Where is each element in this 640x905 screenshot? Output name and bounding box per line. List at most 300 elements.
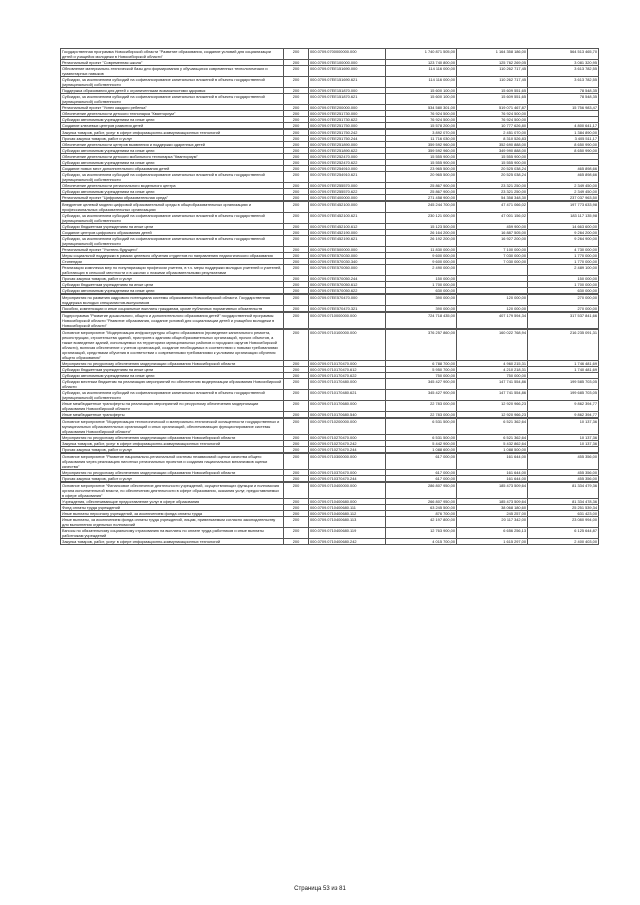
- table-row: [61, 418, 599, 435]
- table-row: [61, 183, 599, 189]
- table-row: [61, 105, 599, 111]
- row-code-cell: 200: [284, 453, 309, 470]
- row-executed-cell: 459 900,00: [457, 224, 528, 230]
- row-assigned-cell: 390 000,00: [386, 294, 457, 306]
- row-name-cell: Обновление материально-технической базы для формирования у обучающихся современных технологических и гуманитарных навыков: [61, 66, 284, 77]
- row-name-cell: Субсидии, за исключением субсидий на софинансирование капитальных вложений в объекты государственной (муниципальной) собственности: [61, 172, 284, 183]
- row-remaining-cell: 25 251 539,34: [528, 505, 599, 511]
- row-assigned-cell: 245 244 700,00: [386, 201, 457, 213]
- table-row: [61, 312, 599, 329]
- row-name-cell: Прочая закупка товаров, работ и услуг: [61, 447, 284, 454]
- row-remaining-cell: 3 613 782,55: [528, 66, 599, 77]
- row-executed-cell: 15 555 900,00: [457, 154, 528, 160]
- table-row: [61, 441, 599, 447]
- row-kbk-cell: 000.0709.07ЕЕ452190.621: [309, 236, 386, 247]
- row-remaining-cell: 78 548,35: [528, 88, 599, 94]
- row-assigned-cell: 5 442 900,00: [386, 441, 457, 447]
- row-name-cell: Создание новых мест дополнительного образования детей: [61, 166, 284, 172]
- row-name-cell: Мероприятия по развитию кадрового потенциала системы образования Новосибирской области. Государственная поддержка молодых специалистов-выпускников: [61, 294, 284, 306]
- row-remaining-cell: 3 081 320,95: [528, 60, 599, 66]
- row-assigned-cell: 1 088 600,00: [386, 447, 457, 454]
- row-assigned-cell: 15 555 900,00: [386, 160, 457, 166]
- table-row: [61, 361, 599, 367]
- row-code-cell: 200: [284, 66, 309, 77]
- budget-table-body: [61, 49, 599, 545]
- row-kbk-cell: 000.0709.07ЕЕ251750.242: [309, 129, 386, 136]
- row-executed-cell: 76 924 500,00: [457, 111, 528, 117]
- row-name-cell: Иные выплаты персоналу учреждений, за исключением фонда оплаты труда: [61, 511, 284, 517]
- row-assigned-cell: 1 740 871 505,00: [386, 49, 457, 60]
- row-assigned-cell: 345 427 900,00: [386, 390, 457, 401]
- row-remaining-cell: 197 773 633,98: [528, 201, 599, 213]
- row-kbk-cell: 000.0709.0710400680.111: [309, 505, 386, 511]
- row-kbk-cell: 000.0709.07ЕЕ251890.000: [309, 142, 386, 148]
- table-row: [61, 453, 599, 470]
- row-remaining-cell: 3 613 782,55: [528, 77, 599, 88]
- row-kbk-cell: 000.0709.0710400680.119: [309, 528, 386, 539]
- row-kbk-cell: 000.0709.07ЕЕ251730.622: [309, 117, 386, 123]
- row-name-cell: Прочая закупка товаров, работ и услуг: [61, 276, 284, 282]
- row-executed-cell: 16 927 200,00: [457, 236, 528, 247]
- row-assigned-cell: 6 531 500,00: [386, 435, 457, 441]
- row-code-cell: 200: [284, 60, 309, 66]
- row-remaining-cell: 1 770 000,00: [528, 259, 599, 265]
- row-executed-cell: 1 615 297,00: [457, 539, 528, 545]
- row-kbk-cell: 000.0709.07ЕЕ252470.622: [309, 160, 386, 166]
- row-assigned-cell: 286 807 950,00: [386, 482, 457, 499]
- row-executed-cell: 185 473 509,64: [457, 482, 528, 499]
- row-code-cell: 200: [284, 447, 309, 454]
- row-kbk-cell: 000.0709.0710270470.244: [309, 447, 386, 454]
- row-assigned-cell: 20 965 500,00: [386, 172, 457, 183]
- row-remaining-cell: 1 740 481,69: [528, 367, 599, 373]
- row-executed-cell: 120 000,00: [457, 294, 528, 306]
- row-assigned-cell: 2 490 000,00: [386, 265, 457, 276]
- row-name-cell: Закупка товаров, работ, услуг в сфере информационно-коммуникационных технологий: [61, 539, 284, 545]
- row-kbk-cell: 000.0709.07ЕЕ252470.000: [309, 154, 386, 160]
- table-row: [61, 230, 599, 236]
- row-executed-cell: 76 924 500,00: [457, 117, 528, 123]
- row-kbk-cell: 000.0709.0710400680.000: [309, 499, 386, 505]
- row-assigned-cell: 15 600 100,00: [386, 94, 457, 105]
- row-assigned-cell: 345 427 900,00: [386, 379, 457, 390]
- row-code-cell: 200: [284, 253, 309, 259]
- row-code-cell: 200: [284, 189, 309, 195]
- row-kbk-cell: 000.0709.07ЕЕ500000.000: [309, 247, 386, 253]
- row-kbk-cell: 000.0709.07ЕЕ151690.000: [309, 66, 386, 77]
- row-executed-cell: 185 473 509,64: [457, 499, 528, 505]
- row-kbk-cell: 000.0709.07ЕЕ100000.000: [309, 60, 386, 66]
- row-code-cell: 200: [284, 236, 309, 247]
- row-remaining-cell: 3 405 511,17: [528, 136, 599, 142]
- row-executed-cell: 4 210 218,31: [457, 367, 528, 373]
- row-name-cell: Стипендии: [61, 259, 284, 265]
- row-executed-cell: 110 262 717,45: [457, 66, 528, 77]
- row-remaining-cell: 8 650 990,00: [528, 148, 599, 154]
- row-kbk-cell: 000.0709.07ЕЕ200000.000: [309, 105, 386, 111]
- row-executed-cell: 12 920 966,23: [457, 401, 528, 412]
- row-name-cell: Региональный проект "Успех каждого ребенка": [61, 105, 284, 111]
- table-row: [61, 49, 599, 60]
- row-executed-cell: 519 071 467,87: [457, 105, 528, 111]
- row-name-cell: Взносы по обязательному социальному страхованию на выплаты по оплате труда работников и иные выплаты работникам учреждений: [61, 528, 284, 539]
- row-kbk-cell: 000.0709.0710170680.540: [309, 412, 386, 419]
- row-code-cell: 200: [284, 390, 309, 401]
- row-executed-cell: 23 321 250,00: [457, 183, 528, 189]
- row-assigned-cell: 271 458 900,00: [386, 195, 457, 202]
- row-remaining-cell: 455 356,00: [528, 453, 599, 470]
- row-assigned-cell: 11 716 030,00: [386, 136, 457, 142]
- row-name-cell: Субсидии бюджетным учреждениям на иные цели: [61, 282, 284, 288]
- row-executed-cell: 47 001 156,02: [457, 213, 528, 224]
- row-remaining-cell: 270 000,00: [528, 294, 599, 306]
- table-row: [61, 470, 599, 476]
- row-code-cell: 200: [284, 183, 309, 189]
- row-executed-cell: 7 100 000,00: [457, 247, 528, 253]
- row-code-cell: 200: [284, 482, 309, 499]
- row-remaining-cell: 270 000,00: [528, 306, 599, 313]
- row-remaining-cell: 8 650 990,00: [528, 142, 599, 148]
- row-code-cell: 200: [284, 154, 309, 160]
- row-executed-cell: 20 525 038,24: [457, 166, 528, 172]
- table-row: [61, 224, 599, 230]
- row-kbk-cell: 000.0709.07ЕЕ251750.244: [309, 136, 386, 142]
- row-assigned-cell: 114 116 000,00: [386, 77, 457, 88]
- row-code-cell: 200: [284, 142, 309, 148]
- row-code-cell: 200: [284, 288, 309, 295]
- row-name-cell: Учреждения, обеспечивающие предоставление услуг в сфере образования: [61, 499, 284, 505]
- row-name-cell: Поддержка образования для детей с ограниченными возможностями здоровья: [61, 88, 284, 94]
- row-assigned-cell: 22 783 000,00: [386, 401, 457, 412]
- row-code-cell: 200: [284, 435, 309, 441]
- row-remaining-cell: 15 756 983,47: [528, 105, 599, 111]
- row-executed-cell: 407 179 594,34: [457, 312, 528, 329]
- row-assigned-cell: 750 000,00: [386, 373, 457, 379]
- row-executed-cell: 54 358 348,30: [457, 195, 528, 202]
- row-name-cell: Основное мероприятие "Модернизация инфраструктуры общего образования (проведение капитального ремонта, реконструкции, строительства зданий, пристроев к зданиям общеобразовательных организаций, прочих объектов, а также возведение зданий, используемых на территориях муниципальных районов и городских округов Новосибирской области), включая обеспечение с учетом организаций, создание необходимых в соответствии с новыми требованиями организаций, средствами обучения в соответствии с современными требованиями к условиям организации обучения общего образования": [61, 329, 284, 361]
- table-row: [61, 160, 599, 166]
- row-code-cell: 200: [284, 470, 309, 476]
- row-code-cell: 200: [284, 528, 309, 539]
- row-code-cell: 200: [284, 329, 309, 361]
- row-assigned-cell: 114 116 000,00: [386, 66, 457, 77]
- row-name-cell: Субсидии местным бюджетам на реализацию мероприятий по обеспечению модернизации образования Новосибирской области: [61, 379, 284, 390]
- row-name-cell: Субсидии, за исключением субсидий на софинансирование капитальных вложений в объекты государственной (муниципальной) собственности: [61, 77, 284, 88]
- row-code-cell: 200: [284, 105, 309, 111]
- row-name-cell: Субсидии автономным учреждениям на иные цели: [61, 373, 284, 379]
- row-executed-cell: 110 262 717,45: [457, 77, 528, 88]
- row-code-cell: 200: [284, 505, 309, 511]
- row-name-cell: Иные межбюджетные трансферты: [61, 412, 284, 419]
- row-code-cell: 200: [284, 230, 309, 236]
- row-executed-cell: 6 521 362,64: [457, 418, 528, 435]
- row-kbk-cell: 000.0709.07ЕЕ251730.000: [309, 111, 386, 117]
- row-executed-cell: 16 887 505,00: [457, 230, 528, 236]
- row-remaining-cell: 2 349 450,00: [528, 183, 599, 189]
- page-footer: Страница 53 из 81: [294, 886, 346, 892]
- row-assigned-cell: 15 578 200,00: [386, 123, 457, 130]
- row-name-cell: Основное мероприятие "Финансовое обеспечение деятельности учреждений, осуществляющих функции и полномочия органа исполнительной власти, по обеспечению деятельности в сфере образования, оказания услуг, предоставляемых в сфере образования": [61, 482, 284, 499]
- row-executed-cell: 38 068 180,60: [457, 505, 528, 511]
- row-name-cell: Обеспечение деятельности детского мобильного технопарка "Кванториум": [61, 154, 284, 160]
- row-remaining-cell: 630 000,00: [528, 288, 599, 295]
- row-assigned-cell: 25 867 900,00: [386, 189, 457, 195]
- row-name-cell: Региональный проект "Цифровая образовательная среда": [61, 195, 284, 202]
- row-remaining-cell: 81 334 478,36: [528, 499, 599, 505]
- table-row: [61, 88, 599, 94]
- row-kbk-cell: 000.0709.07ЕЕ570470.000: [309, 294, 386, 306]
- row-kbk-cell: 000.0709.07ЕЕ452100.612: [309, 224, 386, 230]
- row-name-cell: Субсидии автономным учреждениям на иные цели: [61, 117, 284, 123]
- row-assigned-cell: 376 257 860,00: [386, 329, 457, 361]
- row-assigned-cell: 9 600 000,00: [386, 253, 457, 259]
- table-row: [61, 189, 599, 195]
- row-name-cell: Субсидии, за исключением субсидий на софинансирование капитальных вложений в объекты государственной (муниципальной) собственности: [61, 94, 284, 105]
- row-executed-cell: 4 960 215,31: [457, 361, 528, 367]
- row-assigned-cell: 26 192 200,00: [386, 236, 457, 247]
- row-assigned-cell: 26 164 200,00: [386, 230, 457, 236]
- table-row: [61, 213, 599, 224]
- table-row: [61, 511, 599, 517]
- row-kbk-cell: 000.0709.07ЕЕ570050.612: [309, 282, 386, 288]
- row-assigned-cell: 12 763 900,00: [386, 528, 457, 539]
- table-row: [61, 142, 599, 148]
- row-remaining-cell: 2 489 100,00: [528, 265, 599, 276]
- row-remaining-cell: 10 137,36: [528, 441, 599, 447]
- row-assigned-cell: 230 121 000,00: [386, 213, 457, 224]
- row-kbk-cell: 000.0709.0710200000.000: [309, 418, 386, 435]
- row-executed-cell: 7 030 000,00: [457, 253, 528, 259]
- row-kbk-cell: 000.0709.0710400680.112: [309, 511, 386, 517]
- row-code-cell: 200: [284, 373, 309, 379]
- row-kbk-cell: 000.0709.07ЕЕ452190.000: [309, 230, 386, 236]
- row-code-cell: 200: [284, 111, 309, 117]
- row-executed-cell: 147 741 554,86: [457, 379, 528, 390]
- row-remaining-cell: 14 663 600,00: [528, 224, 599, 230]
- row-executed-cell: 8 310 526,83: [457, 136, 528, 142]
- row-assigned-cell: 9 600 000,00: [386, 259, 457, 265]
- table-row: [61, 329, 599, 361]
- table-row: [61, 66, 599, 77]
- row-kbk-cell: 000.0709.0710100000.000: [309, 329, 386, 361]
- row-executed-cell: 245 257,00: [457, 511, 528, 517]
- row-remaining-cell: 10 137,36: [528, 418, 599, 435]
- row-name-cell: Подпрограмма "Развитие дошкольного, общего и дополнительного образования детей" государственной программы Новосибирской области "Развитие образования, создание условий для социализации детей и учащейся молодежи в Новосибирской области": [61, 312, 284, 329]
- row-assigned-cell: 1 700 000,00: [386, 282, 457, 288]
- row-name-cell: Субсидии, за исключением субсидий на софинансирование капитальных вложений в объекты государственной (муниципальной) собственности: [61, 213, 284, 224]
- row-name-cell: Пособия, компенсации и иные социальные выплаты гражданам, кроме публичных нормативных обязательств: [61, 306, 284, 313]
- row-remaining-cell: 9 264 200,00: [528, 230, 599, 236]
- table-row: [61, 517, 599, 528]
- table-row: [61, 367, 599, 373]
- row-kbk-cell: 000.0709.07ЕЕ254910.621: [309, 172, 386, 183]
- table-row: [61, 482, 599, 499]
- row-kbk-cell: 000.0709.07ЕЕ570050.000: [309, 265, 386, 276]
- row-code-cell: 200: [284, 136, 309, 142]
- table-row: [61, 111, 599, 117]
- table-row: [61, 528, 599, 539]
- row-name-cell: Субсидии, за исключением субсидий на софинансирование капитальных вложений в объекты государственной (муниципальной) собственности: [61, 236, 284, 247]
- row-kbk-cell: 000.0709.0710300000.000: [309, 453, 386, 470]
- row-code-cell: 200: [284, 412, 309, 419]
- row-code-cell: 200: [284, 282, 309, 288]
- row-executed-cell: 161 644,00: [457, 453, 528, 470]
- row-code-cell: 200: [284, 224, 309, 230]
- row-kbk-cell: 000.0709.07ЕЕ254910.000: [309, 166, 386, 172]
- row-name-cell: Закупка товаров, работ, услуг в сфере информационно-коммуникационных технологий: [61, 129, 284, 136]
- row-assigned-cell: 359 592 960,00: [386, 148, 457, 154]
- row-kbk-cell: 000.0709.0710270470.000: [309, 435, 386, 441]
- row-remaining-cell: 465 898,66: [528, 172, 599, 183]
- row-name-cell: Прочая закупка товаров, работ и услуг: [61, 136, 284, 142]
- row-remaining-cell: 9 264 900,00: [528, 236, 599, 247]
- row-assigned-cell: 6 788 700,00: [386, 361, 457, 367]
- row-name-cell: Реализация комплекса мер по популяризации профессии учителя, в т.ч. меры поддержки молодых учителей и учителей, работающих в сельской местности и в школах с низкими образовательными результатами: [61, 265, 284, 276]
- table-row: [61, 379, 599, 390]
- row-name-cell: Мероприятия по ресурсному обеспечению модернизации образования Новосибирской области: [61, 361, 284, 367]
- budget-table: [60, 48, 599, 545]
- row-assigned-cell: 617 000,00: [386, 470, 457, 476]
- row-assigned-cell: 617 000,00: [386, 453, 457, 470]
- row-kbk-cell: 000.0709.0710400680.242: [309, 539, 386, 545]
- table-row: [61, 294, 599, 306]
- row-kbk-cell: 000.0709.0710170470.622: [309, 373, 386, 379]
- row-remaining-cell: 4 730 000,00: [528, 247, 599, 253]
- table-row: [61, 77, 599, 88]
- row-name-cell: Фонд оплаты труда учреждений: [61, 505, 284, 511]
- row-name-cell: Региональный проект "Учитель будущего": [61, 247, 284, 253]
- row-code-cell: 200: [284, 117, 309, 123]
- row-remaining-cell: 455 356,00: [528, 476, 599, 483]
- row-code-cell: 200: [284, 294, 309, 306]
- table-row: [61, 373, 599, 379]
- row-remaining-cell: 1 384 890,00: [528, 129, 599, 136]
- row-code-cell: 200: [284, 201, 309, 213]
- row-name-cell: Иные выплаты, за исключением фонда оплаты труда учреждений, лицам, привлекаемым согласно законодательству для выполнения отдельных полномочий: [61, 517, 284, 528]
- table-row: [61, 129, 599, 136]
- row-name-cell: Региональный проект "Современная школа": [61, 60, 284, 66]
- row-remaining-cell: 564 513 465,70: [528, 49, 599, 60]
- row-name-cell: Субсидии автономным учреждениям на иные цели: [61, 160, 284, 166]
- row-assigned-cell: 22 783 000,00: [386, 412, 457, 419]
- table-row: [61, 60, 599, 66]
- table-row: [61, 201, 599, 213]
- row-assigned-cell: 3 892 070,00: [386, 129, 457, 136]
- row-remaining-cell: 2 349 450,00: [528, 189, 599, 195]
- row-code-cell: 200: [284, 361, 309, 367]
- table-row: [61, 94, 599, 105]
- row-assigned-cell: 630 000,00: [386, 288, 457, 295]
- row-assigned-cell: 617 000,00: [386, 476, 457, 483]
- row-executed-cell: 23 321 250,00: [457, 189, 528, 195]
- row-code-cell: 200: [284, 476, 309, 483]
- row-executed-cell: 6 521 362,64: [457, 435, 528, 441]
- row-code-cell: 200: [284, 499, 309, 505]
- row-kbk-cell: 000.0709.0710170480.621: [309, 390, 386, 401]
- row-kbk-cell: 000.0709.0710000000.000: [309, 312, 386, 329]
- row-executed-cell: 750 000,00: [457, 373, 528, 379]
- row-name-cell: Основное мероприятие "Модернизация технологической и материально-технической оснащенности государственных и муниципальных образовательных организаций и иных организаций, обеспечивающих функционирование системы образования Новосибирской области": [61, 418, 284, 435]
- row-kbk-cell: 000.0709.07ЕЕ151870.621: [309, 94, 386, 105]
- row-remaining-cell: 631 423,00: [528, 511, 599, 517]
- row-executed-cell: [457, 265, 528, 276]
- row-remaining-cell: 150 000,00: [528, 276, 599, 282]
- row-name-cell: Создание ключевых центров развития детей: [61, 123, 284, 130]
- row-assigned-cell: 123 740 800,00: [386, 60, 457, 66]
- row-assigned-cell: 6 531 500,00: [386, 418, 457, 435]
- row-code-cell: 200: [284, 379, 309, 390]
- row-kbk-cell: 000.0709.07ЕЕ570030.340: [309, 259, 386, 265]
- row-code-cell: 200: [284, 511, 309, 517]
- table-row: [61, 236, 599, 247]
- row-remaining-cell: 78 548,35: [528, 94, 599, 105]
- row-executed-cell: 2 451 070,00: [457, 129, 528, 136]
- row-assigned-cell: 5 950 700,00: [386, 367, 457, 373]
- row-code-cell: 200: [284, 265, 309, 276]
- row-assigned-cell: 15 600 100,00: [386, 88, 457, 94]
- row-kbk-cell: 000.0709.0700000000.000: [309, 49, 386, 60]
- row-executed-cell: 1 088 500,00: [457, 447, 528, 454]
- row-code-cell: 200: [284, 160, 309, 166]
- row-assigned-cell: 76 924 500,00: [386, 111, 457, 117]
- row-code-cell: 200: [284, 259, 309, 265]
- row-name-cell: Субсидии, за исключением субсидий на софинансирование капитальных вложений в объекты государственной (муниципальной) собственности: [61, 390, 284, 401]
- row-remaining-cell: 199 685 703,05: [528, 390, 599, 401]
- row-code-cell: 200: [284, 539, 309, 545]
- row-name-cell: Субсидии автономным учреждениям на иные цели: [61, 288, 284, 295]
- row-kbk-cell: 000.0709.07ЕЕ400000.000: [309, 195, 386, 202]
- row-remaining-cell: 465 898,66: [528, 166, 599, 172]
- row-executed-cell: 160 022 768,94: [457, 329, 528, 361]
- row-name-cell: Создание центров цифрового образования детей: [61, 230, 284, 236]
- row-kbk-cell: 000.0709.07ЕЕ570050.622: [309, 288, 386, 295]
- row-remaining-cell: 455 356,00: [528, 470, 599, 476]
- row-assigned-cell: 15 123 500,00: [386, 224, 457, 230]
- row-code-cell: 200: [284, 49, 309, 60]
- row-code-cell: 200: [284, 306, 309, 313]
- table-row: [61, 166, 599, 172]
- row-executed-cell: 161 644,00: [457, 476, 528, 483]
- row-name-cell: Мероприятия по ресурсному обеспечению модернизации образования Новосибирской области: [61, 470, 284, 476]
- row-executed-cell: 15 609 551,65: [457, 94, 528, 105]
- row-kbk-cell: 000.0709.07ЕЕ570470.321: [309, 306, 386, 313]
- row-assigned-cell: 76 924 500,00: [386, 117, 457, 123]
- row-name-cell: Государственная программа Новосибирской области "Развитие образования, создание условий для социализации детей и учащейся молодежи в Новосибирской области": [61, 49, 284, 60]
- row-assigned-cell: 724 718 435,00: [386, 312, 457, 329]
- row-remaining-cell: 6 125 644,87: [528, 528, 599, 539]
- row-code-cell: 200: [284, 517, 309, 528]
- row-remaining-cell: 1 770 000,00: [528, 253, 599, 259]
- row-code-cell: 200: [284, 148, 309, 154]
- row-executed-cell: 6 656 256,13: [457, 528, 528, 539]
- row-kbk-cell: 000.0709.07ЕЕ452100.621: [309, 213, 386, 224]
- row-executed-cell: 15 555 900,00: [457, 160, 528, 166]
- row-remaining-cell: 23 080 994,00: [528, 517, 599, 528]
- row-executed-cell: 161 644,00: [457, 470, 528, 476]
- row-name-cell: Субсидии автономным учреждениям на иные цели: [61, 189, 284, 195]
- row-assigned-cell: 63 245 500,00: [386, 505, 457, 511]
- row-code-cell: 200: [284, 441, 309, 447]
- row-assigned-cell: 25 867 900,00: [386, 183, 457, 189]
- row-executed-cell: 125 762 269,05: [457, 60, 528, 66]
- row-code-cell: 200: [284, 123, 309, 130]
- table-row: [61, 390, 599, 401]
- row-remaining-cell: 9 862 394,77: [528, 401, 599, 412]
- row-remaining-cell: 317 537 841,66: [528, 312, 599, 329]
- row-name-cell: Обеспечение деятельности регионального модельного центра: [61, 183, 284, 189]
- table-row: [61, 539, 599, 545]
- row-code-cell: 200: [284, 172, 309, 183]
